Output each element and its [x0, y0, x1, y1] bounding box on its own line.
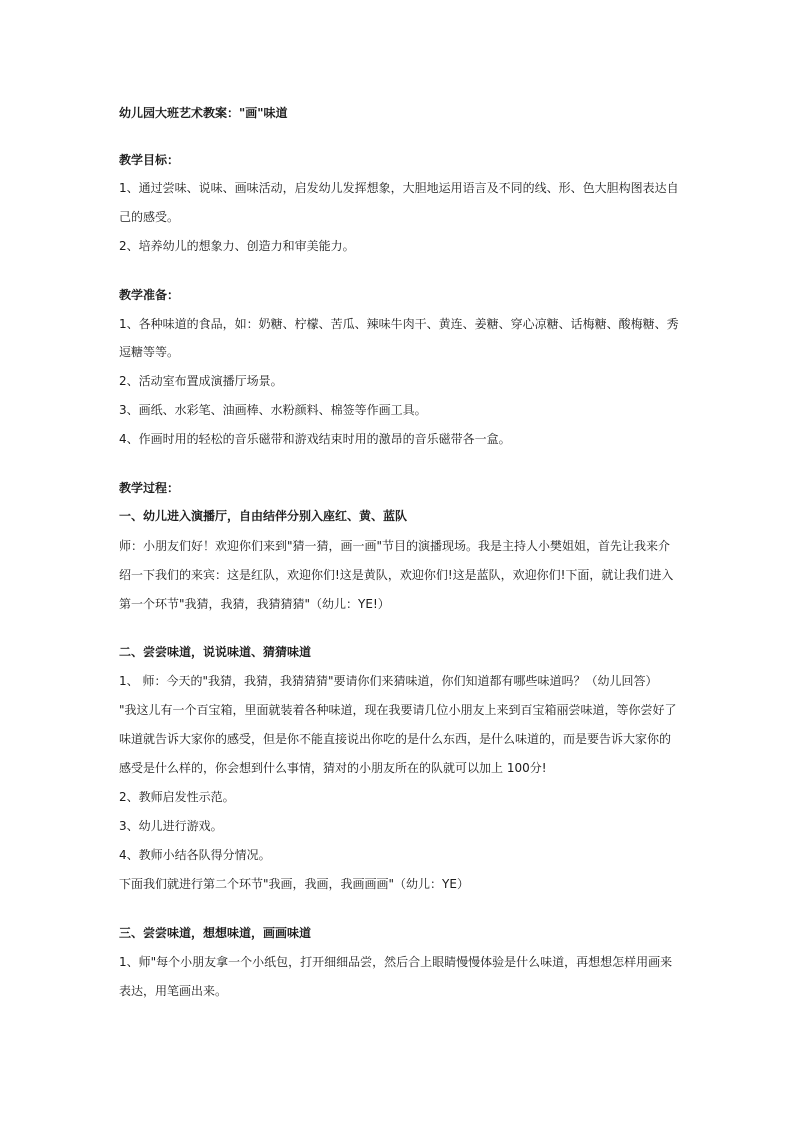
goals-item-1-line-1: 1、通过尝味、说味、画味活动，启发幼儿发挥想象，大胆地运用语言及不同的线、形、色大胆构图表达自 [119, 181, 679, 195]
goals-item-1-line-2: 己的感受。 [119, 210, 180, 224]
prep-heading: 教学准备： [119, 288, 180, 302]
part-2-line-5: 2、教师启发性示范。 [119, 790, 235, 804]
part-1-line-2: 绍一下我们的来宾：这是红队，欢迎你们!这是黄队，欢迎你们!这是蓝队，欢迎你们!下面，就让我们进入 [119, 568, 674, 582]
part-3-line-2: 表达，用笔画出来。 [119, 984, 228, 998]
part-2-line-8: 下面我们就进行第二个环节"我画，我画，我画画画"（幼儿：YE） [119, 877, 469, 891]
part-2-line-4: 感受是什么样的，你会想到什么事情，猜对的小朋友所在的队就可以加上 100分! [119, 761, 547, 775]
document-title: 幼儿园大班艺术教案："画"味道 [119, 106, 288, 120]
part-2-line-6: 3、幼儿进行游戏。 [119, 819, 223, 833]
prep-item-4: 4、作画时用的轻松的音乐磁带和游戏结束时用的激昂的音乐磁带各一盒。 [119, 432, 511, 446]
part-2-line-2: "我这儿有一个百宝箱，里面就装着各种味道，现在我要请几位小朋友上来到百宝箱丽尝味道，等你尝好了 [119, 703, 677, 717]
prep-item-3: 3、画纸、水彩笔、油画棒、水粉颜料、棉签等作画工具。 [119, 403, 427, 417]
part-1-line-3: 第一个环节"我猜，我猜，我猜猜猜"（幼儿：YE!） [119, 597, 390, 611]
prep-item-1-line-2: 逗糖等等。 [119, 345, 180, 359]
part-2-heading: 二、尝尝味道，说说味道、猜猜味道 [119, 645, 312, 659]
part-2-line-1: 1、 师：今天的"我猜，我猜，我猜猜猜"要请你们来猜味道，你们知道都有哪些味道吗？（幼儿回答） [119, 674, 658, 688]
part-2-line-3: 味道就告诉大家你的感受，但是你不能直接说出你吃的是什么东西，是什么味道的，而是要告诉大家你的 [119, 732, 672, 746]
process-heading: 教学过程： [119, 481, 180, 495]
part-1-heading: 一、幼儿进入演播厅，自由结伴分别入座红、黄、蓝队 [119, 509, 408, 523]
goals-heading: 教学目标： [119, 153, 180, 167]
prep-item-1-line-1: 1、各种味道的食品，如：奶糖、柠檬、苦瓜、辣味牛肉干、黄连、姜糖、穿心凉糖、话梅糖、酸梅糖、秀 [119, 317, 679, 331]
part-3-line-1: 1、师"每个小朋友拿一个小纸包，打开细细品尝，然后合上眼睛慢慢体验是什么味道，再想想怎样用画来 [119, 955, 673, 969]
prep-item-2: 2、活动室布置成演播厅场景。 [119, 374, 283, 388]
part-2-line-7: 4、教师小结各队得分情况。 [119, 848, 271, 862]
part-1-line-1: 师：小朋友们好！欢迎你们来到"猜一猜，画一画"节目的演播现场。我是主持人小樊姐姐，首先让我来介 [119, 539, 671, 553]
goals-item-2: 2、培养幼儿的想象力、创造力和审美能力。 [119, 239, 355, 253]
part-3-heading: 三、尝尝味道，想想味道，画画味道 [119, 926, 312, 940]
